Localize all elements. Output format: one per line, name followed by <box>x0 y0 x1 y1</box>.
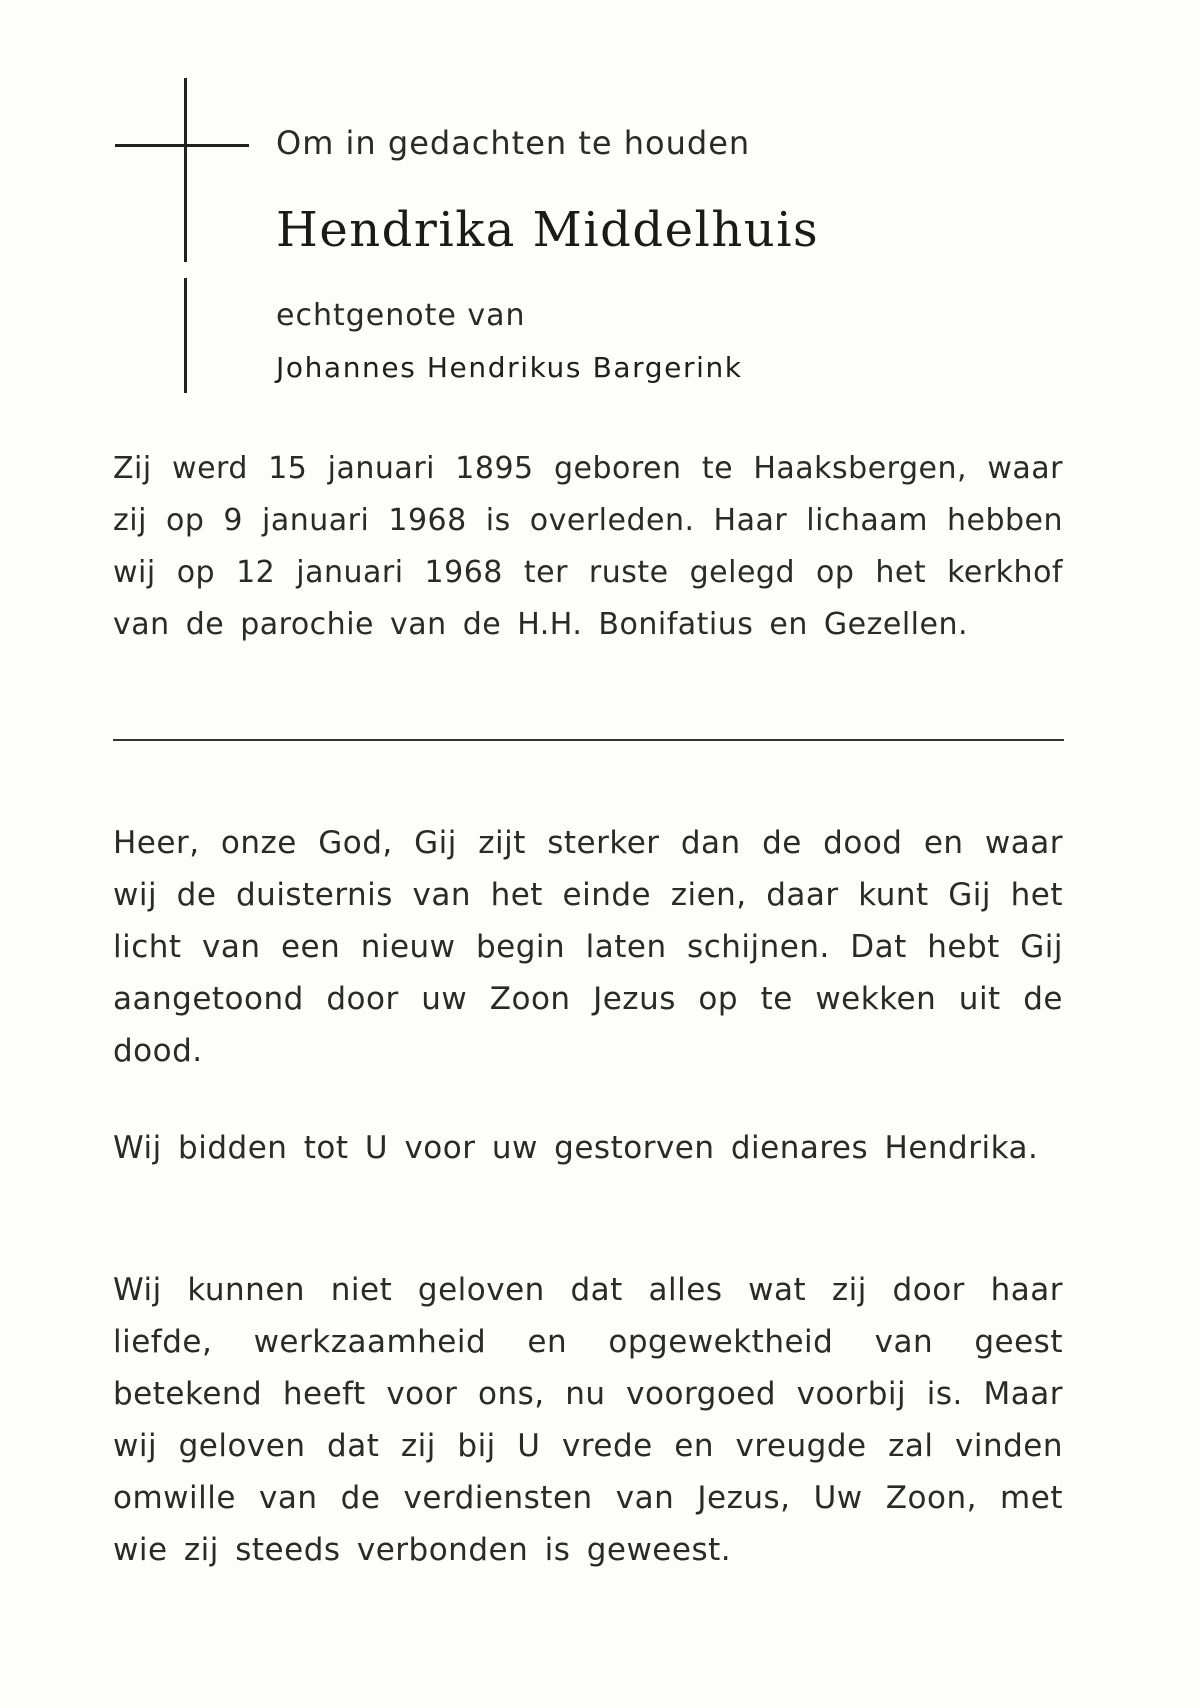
biography-paragraph: Zij werd 15 januari 1895 geboren te Haaksbergen, waar zij op 9 januari 1968 is overleden. Haar lichaam hebben wij op 12 januari 1968 ter ruste gelegd op het kerkhof van de parochie van de H.H. Bonifatius en Gezellen. <box>113 451 1063 642</box>
cross-print-gap <box>182 262 189 278</box>
intro-text: Om in gedachten te houden <box>276 124 751 162</box>
prayer-paragraph: Heer, onze God, Gij zijt sterker dan de dood en waar wij de duisternis van het einde zien, daar kunt Gij het licht van een nieuw begin laten schijnen. Dat hebt Gij aangetoond door uw Zoon Jezus op te wekken uit de dood. <box>113 825 1063 1069</box>
spouse-name: Johannes Hendrikus Bargerink <box>276 351 743 384</box>
section-divider <box>113 739 1064 741</box>
spouse-label: echtgenote van <box>276 298 526 333</box>
deceased-name: Hendrika Middelhuis <box>276 202 820 258</box>
cross-crossbar <box>115 144 249 147</box>
cross-icon <box>184 78 187 393</box>
prayer-paragraph: Wij bidden tot U voor uw gestorven dienares Hendrika. <box>113 1130 1039 1166</box>
prayer-paragraph: Wij kunnen niet geloven dat alles wat zij door haar liefde, werkzaamheid en opgewektheid van geest betekend heeft voor ons, nu voorgoed voorbij is. Maar wij geloven dat zij bij U vrede en vreugde zal vinden omwille van de verdiensten van Jezus, Uw Zoon, met wie zij steeds verbonden is geweest. <box>113 1272 1063 1568</box>
